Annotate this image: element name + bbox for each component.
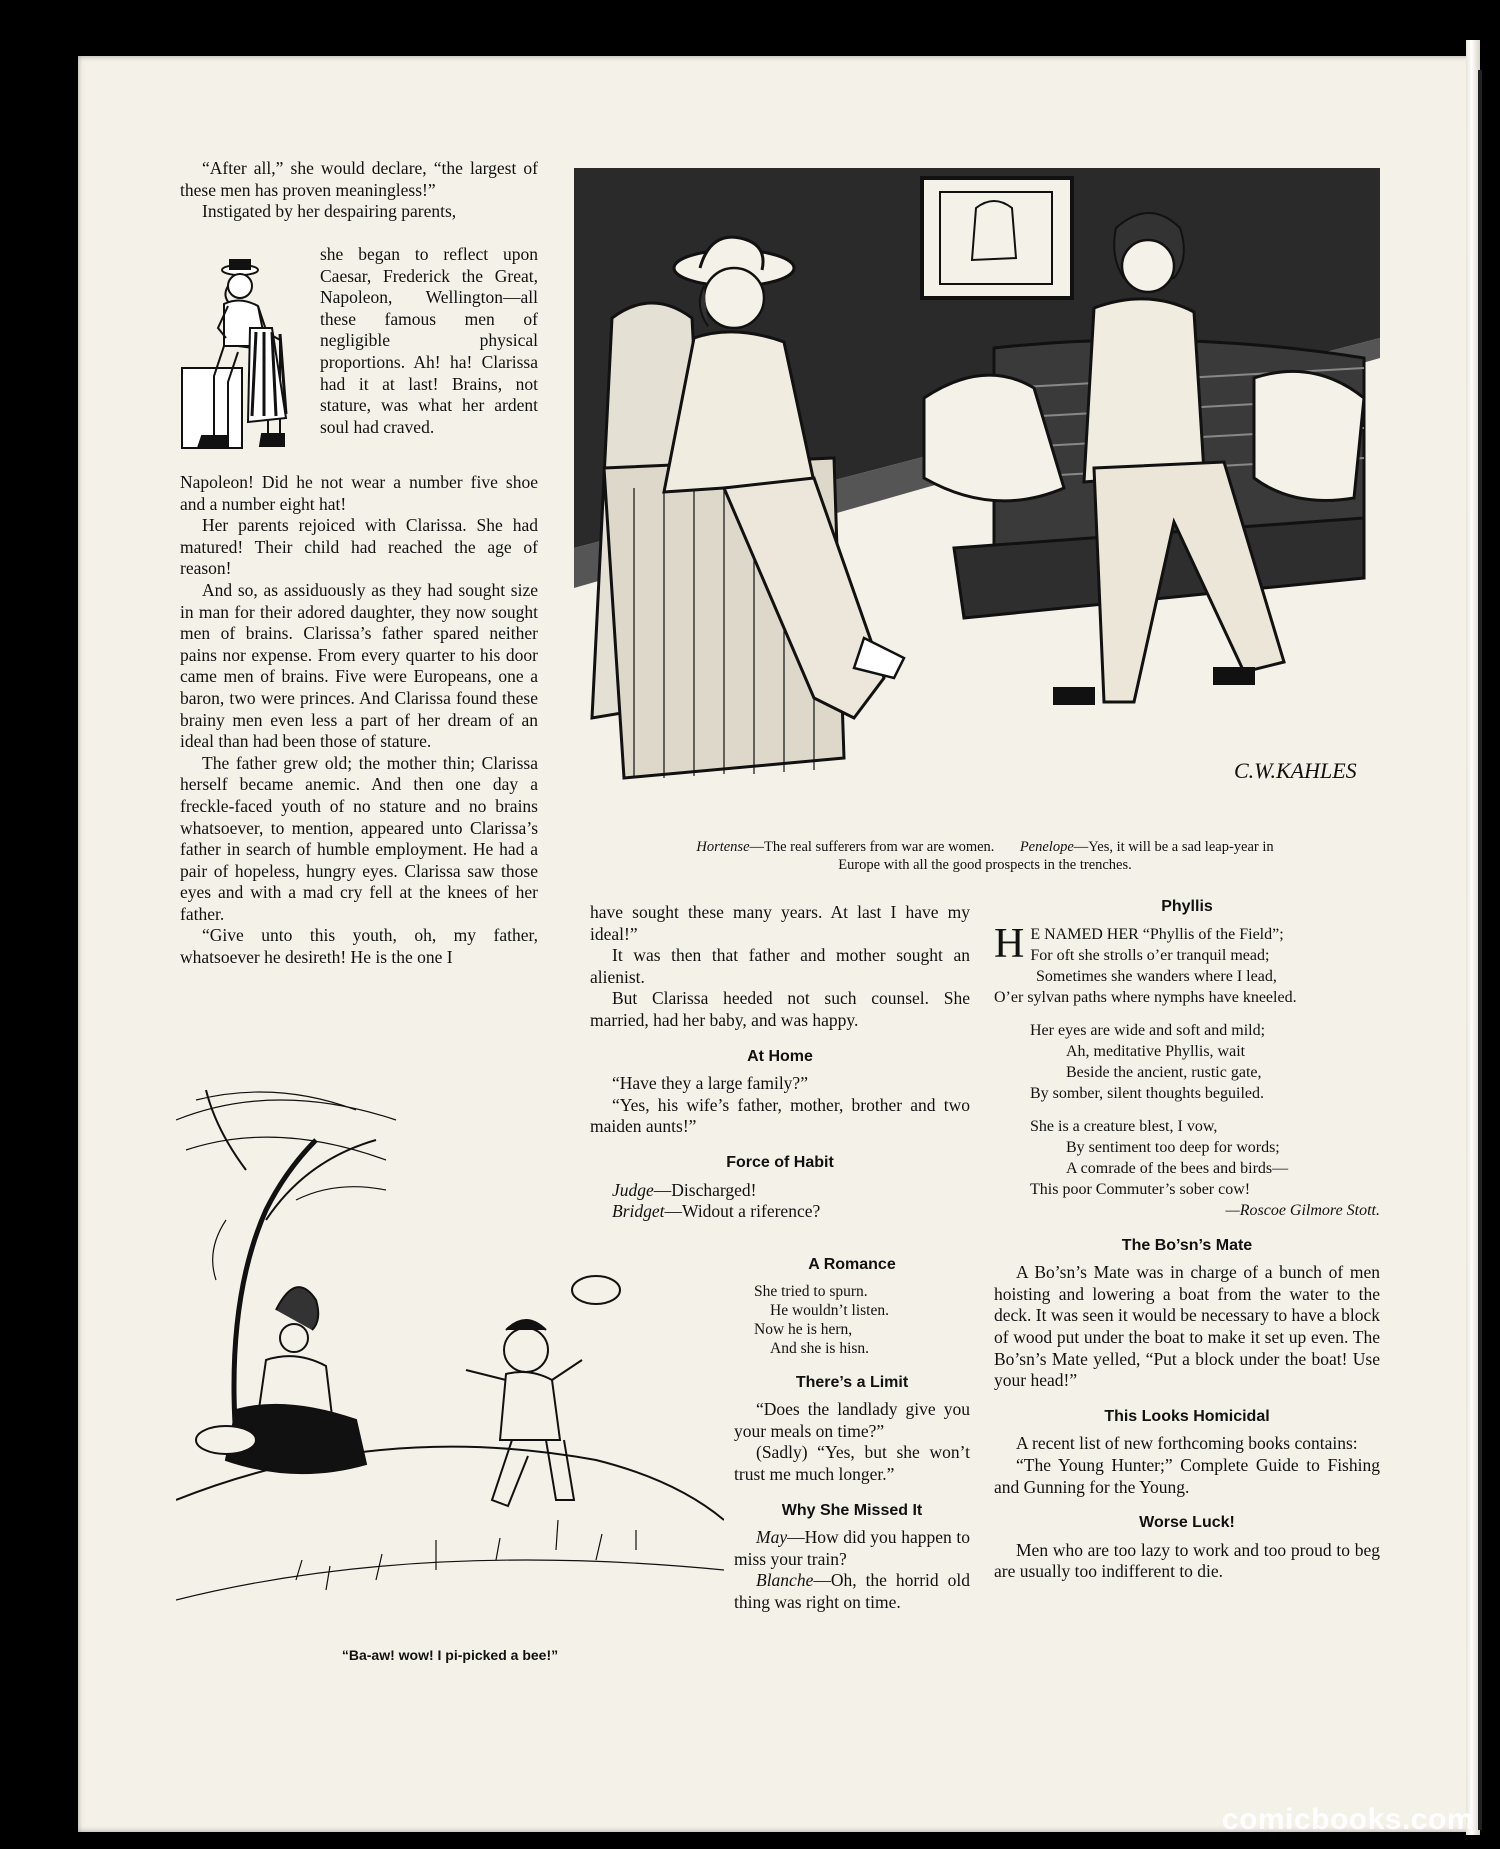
- caption-speaker: Penelope: [1019, 839, 1074, 855]
- paragraph: A Bo’sn’s Mate was in charge of a bunch of men hoisting and lowering a boat from the water to the deck. It was seen it would be necessary to have a block of wood put under the boat to make it set up even. The Bo’sn’s Mate yelled, “Put a block under the boat! Use your head!”: [994, 1262, 1380, 1391]
- poem-line: Sometimes she wanders where I lead,: [1036, 967, 1277, 985]
- paragraph: “Yes, his wife’s father, mother, brother and two maiden aunts!”: [590, 1094, 970, 1137]
- section-heading: At Home: [747, 1047, 813, 1065]
- paragraph: A recent list of new forthcoming books contains:: [1016, 1433, 1358, 1454]
- poem-line: This poor Commuter’s sober cow!: [1030, 1180, 1251, 1198]
- section-heading: There’s a Limit: [795, 1373, 909, 1391]
- paragraph: “Give unto this youth, oh, my father, whatsoever he desireth! He is the one I: [180, 925, 538, 968]
- poem-line: Ah, meditative Phyllis, wait: [1066, 1042, 1246, 1060]
- paragraph: The father grew old; the mother thin; Clarissa herself became anemic. And then one day a freckle-faced youth of no stature and no brains whatsoever, to mention, appeared unto Clarissa’s father in search of humble employment. He had a pair of hopeless, hungry eyes. Clarissa saw those eyes and with a mad cry fell at the knees of her father.: [180, 752, 538, 924]
- paragraph: Napoleon! Did he not wear a number five shoe and a number eight hat!: [180, 472, 538, 514]
- section-heading: Why She Missed It: [781, 1501, 923, 1519]
- poem-line: Her eyes are wide and soft and mild;: [1030, 1021, 1266, 1039]
- middle-column-lower: [734, 1254, 970, 1614]
- paragraph: It was then that father and mother sought an alienist.: [590, 945, 970, 987]
- drop-cap: H: [994, 920, 1025, 967]
- paragraph: she began to reflect upon Caesar, Frederick the Great, Napoleon, Wellington—all these famous men of negligible physical proportions. Ah! ha! Clarissa had it at last! Brains, not stature, was what her ardent soul had craved.: [320, 244, 538, 437]
- spine-shadow: [1478, 70, 1482, 1830]
- paragraph: (Sadly) “Yes, but she won’t trust me much longer.”: [734, 1442, 970, 1484]
- dialogue: —How did you happen to miss your train?: [734, 1527, 970, 1569]
- seated-man-illustration: [178, 258, 312, 458]
- paragraph: Men who are too lazy to work and too proud to beg are usually too indifferent to die.: [994, 1539, 1380, 1582]
- poem-author: —Roscoe Gilmore Stott.: [1225, 1201, 1380, 1219]
- section-heading: This Looks Homicidal: [1104, 1407, 1270, 1425]
- poem-line: For oft she strolls o’er tranquil mead;: [1030, 946, 1270, 964]
- poem-line: And she is hisn.: [770, 1339, 870, 1357]
- poem-line: Now he is hern,: [754, 1320, 853, 1338]
- speaker: Judge: [612, 1179, 654, 1200]
- section-heading: The Bo’sn’s Mate: [1121, 1236, 1253, 1254]
- paragraph: But Clarissa heeded not such counsel. She married, had her baby, and was happy.: [590, 988, 970, 1030]
- caption-text: Europe with all the good prospects in the trenches.: [838, 857, 1132, 873]
- left-column: [180, 158, 538, 223]
- two-women-illustration: [574, 168, 1380, 810]
- poem-line: By somber, silent thoughts beguiled.: [1030, 1084, 1265, 1102]
- poem-line: He wouldn’t listen.: [770, 1301, 889, 1319]
- poem-line: E NAMED HER “Phyllis of the Field”;: [1030, 925, 1284, 943]
- section-heading: Force of Habit: [726, 1153, 834, 1171]
- speaker: Blanche: [756, 1570, 814, 1591]
- paragraph: “Have they a large family?”: [612, 1073, 808, 1094]
- bottom-illustration-caption: [200, 1646, 700, 1664]
- paragraph: Her parents rejoiced with Clarissa. She had matured! Their child had reached the age of reason!: [180, 515, 538, 579]
- paragraph: [734, 1527, 970, 1570]
- section-heading: Phyllis: [1161, 898, 1213, 915]
- left-column-lower: [180, 472, 538, 969]
- poem-line: By sentiment too deep for words;: [1066, 1138, 1280, 1156]
- caption-text: “Ba-aw! wow! I pi-picked a bee!”: [341, 1647, 559, 1663]
- paragraph: “Does the landlady give you your meals on time?”: [734, 1399, 970, 1441]
- right-column: [994, 896, 1380, 1583]
- dialogue: —Discharged!: [653, 1179, 757, 1200]
- poem-line: A comrade of the bees and birds—: [1066, 1159, 1289, 1177]
- poem-line: O’er sylvan paths where nymphs have kneeled.: [994, 988, 1297, 1006]
- artist-signature: C.W.KAHLES: [1234, 758, 1357, 783]
- boy-bee-illustration: [176, 1080, 724, 1630]
- speaker: Bridget: [612, 1201, 665, 1222]
- top-illustration-caption: [590, 838, 1380, 874]
- poem-line: She tried to spurn.: [754, 1282, 868, 1300]
- paragraph: Instigated by her despairing parents,: [202, 201, 457, 222]
- dialogue: —Widout a riference?: [664, 1201, 821, 1222]
- caption-speaker: Hortense: [696, 839, 750, 855]
- poem-line: Beside the ancient, rustic gate,: [1066, 1063, 1262, 1081]
- paragraph: [734, 1570, 970, 1613]
- paragraph: “After all,” she would declare, “the largest of these men has proven meaningless!”: [180, 158, 538, 200]
- dialogue: —Oh, the horrid old thing was right on time.: [734, 1570, 970, 1612]
- paragraph: And so, as assiduously as they had sought size in man for their adored daughter, they now sought men of brains. Clarissa’s father spared neither pains nor expense. From every quarter to his door came men of brains. Five were Europeans, one a baron, two were princes. And Clarissa found these brainy men even less a part of her dream of an ideal than had been those of stature.: [180, 579, 538, 752]
- caption-text: —The real sufferers from war are women.: [749, 839, 995, 855]
- caption-text: —Yes, it will be a sad leap-year in: [1073, 839, 1274, 855]
- left-column-wrap: [320, 244, 538, 438]
- paragraph: “The Young Hunter;” Complete Guide to Fishing and Gunning for the Young.: [994, 1454, 1380, 1497]
- paragraph: have sought these many years. At last I have my ideal!”: [590, 902, 970, 944]
- site-watermark: comicbooks.com: [1221, 1803, 1474, 1836]
- speaker: May: [756, 1527, 788, 1548]
- poem-line: She is a creature blest, I vow,: [1030, 1117, 1218, 1135]
- section-heading: A Romance: [808, 1256, 896, 1273]
- section-heading: Worse Luck!: [1139, 1514, 1235, 1532]
